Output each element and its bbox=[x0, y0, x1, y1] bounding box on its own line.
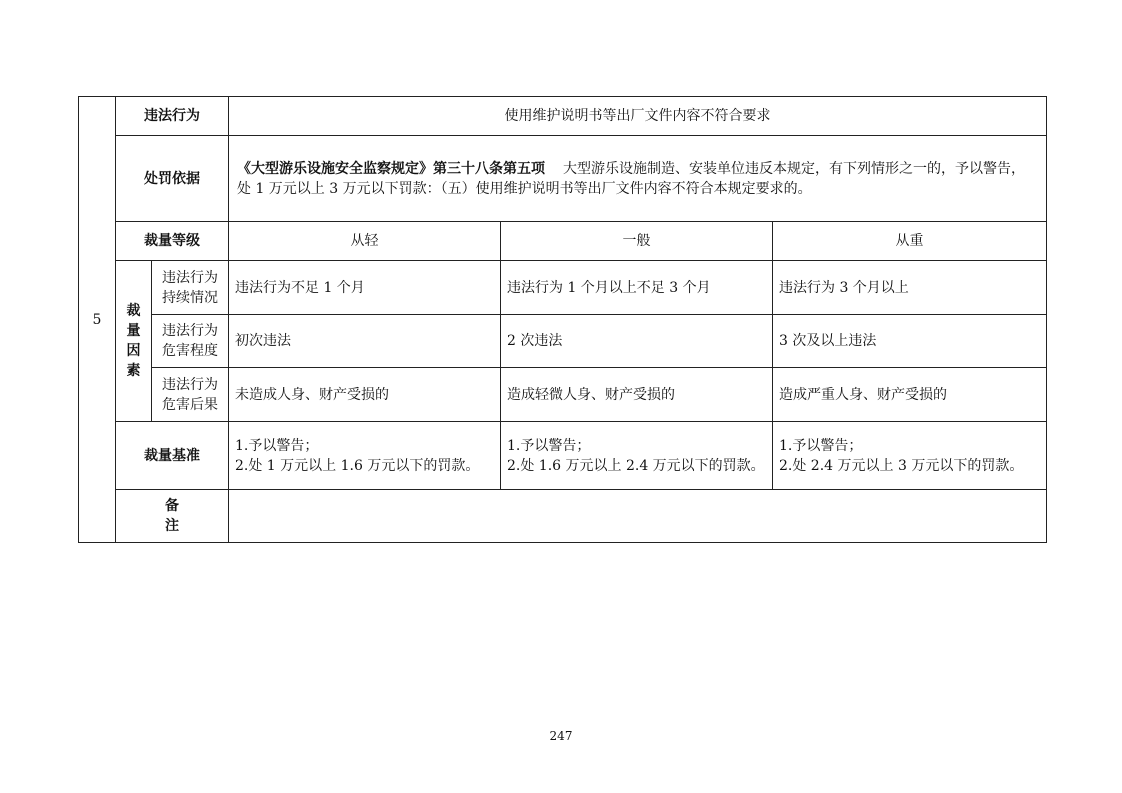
factors-label-char: 因 bbox=[126, 343, 141, 359]
factor-name-line: 持续情况 bbox=[162, 289, 218, 306]
remarks-value bbox=[229, 490, 1047, 543]
standard-line: 1.予以警告； bbox=[235, 437, 319, 454]
factor-row-duration bbox=[79, 261, 1047, 315]
factor-name-line: 违法行为 bbox=[162, 376, 218, 393]
violation-row bbox=[79, 97, 1047, 136]
factors-label-char: 量 bbox=[126, 323, 141, 339]
grade-general: 一般 bbox=[501, 222, 773, 261]
standard-label: 裁量基准 bbox=[116, 422, 229, 490]
factor-name-line: 违法行为 bbox=[162, 269, 218, 286]
grade-heavy: 从重 bbox=[773, 222, 1047, 261]
duration-general: 违法行为 1 个月以上不足 3 个月 bbox=[501, 261, 773, 315]
remarks-row bbox=[79, 490, 1047, 543]
page-number: 247 bbox=[549, 729, 573, 743]
violation-value: 使用维护说明书等出厂文件内容不符合要求 bbox=[229, 97, 1047, 136]
standard-line: 1.予以警告； bbox=[507, 437, 591, 454]
consequence-light: 未造成人身、财产受损的 bbox=[229, 368, 501, 422]
factor-name-line: 危害后果 bbox=[162, 396, 218, 413]
basis-regulation: 《大型游乐设施安全监察规定》 bbox=[237, 160, 433, 177]
row-number: 5 bbox=[79, 97, 116, 543]
basis-label: 处罚依据 bbox=[116, 136, 229, 222]
standard-line: 1.予以警告； bbox=[779, 437, 863, 454]
factor-row-consequence bbox=[79, 368, 1047, 422]
consequence-heavy: 造成严重人身、财产受损的 bbox=[773, 368, 1047, 422]
standard-light bbox=[229, 422, 501, 490]
standard-heavy bbox=[773, 422, 1047, 490]
factor-name-consequence bbox=[152, 368, 229, 422]
factor-name-line: 违法行为 bbox=[162, 323, 218, 339]
basis-article: 第三十八条第五项 bbox=[433, 160, 545, 177]
factors-label-char: 素 bbox=[126, 363, 141, 379]
factors-label bbox=[116, 261, 152, 422]
basis-row bbox=[79, 136, 1047, 222]
duration-light: 违法行为不足 1 个月 bbox=[229, 261, 501, 315]
grade-light: 从轻 bbox=[229, 222, 501, 261]
standard-line: 2.处 1 万元以上 1.6 万元以下的罚款。 bbox=[235, 457, 480, 474]
duration-heavy: 违法行为 3 个月以上 bbox=[773, 261, 1047, 315]
violation-label: 违法行为 bbox=[116, 97, 229, 136]
grades-label: 裁量等级 bbox=[116, 222, 229, 261]
degree-general: 2 次违法 bbox=[501, 315, 773, 368]
factor-name-duration bbox=[152, 261, 229, 315]
standard-line: 2.处 1.6 万元以上 2.4 万元以下的罚款。 bbox=[507, 457, 765, 474]
grades-row bbox=[79, 222, 1047, 261]
factor-row-degree bbox=[79, 315, 1047, 368]
factor-name-line: 危害程度 bbox=[162, 343, 218, 359]
consequence-general: 造成轻微人身、财产受损的 bbox=[501, 368, 773, 422]
degree-light: 初次违法 bbox=[229, 315, 501, 368]
factor-name-degree bbox=[152, 315, 229, 368]
penalty-discretion-table bbox=[78, 96, 1047, 543]
standard-general bbox=[501, 422, 773, 490]
basis-text: 大型游乐设施制造、安装单位违反本规定，有下列情形之一的，予以警告，处 1 万元以上 3 万元以下罚款：（五）使用维护说明书等出厂文件内容不符合本规定要求的。 bbox=[237, 160, 1025, 197]
degree-heavy: 3 次及以上违法 bbox=[773, 315, 1047, 368]
standard-line: 2.处 2.4 万元以上 3 万元以下的罚款。 bbox=[779, 457, 1024, 474]
basis-content bbox=[229, 136, 1047, 222]
remarks-label: 备注 bbox=[116, 490, 229, 543]
factors-label-char: 裁 bbox=[126, 303, 141, 319]
standard-row bbox=[79, 422, 1047, 490]
